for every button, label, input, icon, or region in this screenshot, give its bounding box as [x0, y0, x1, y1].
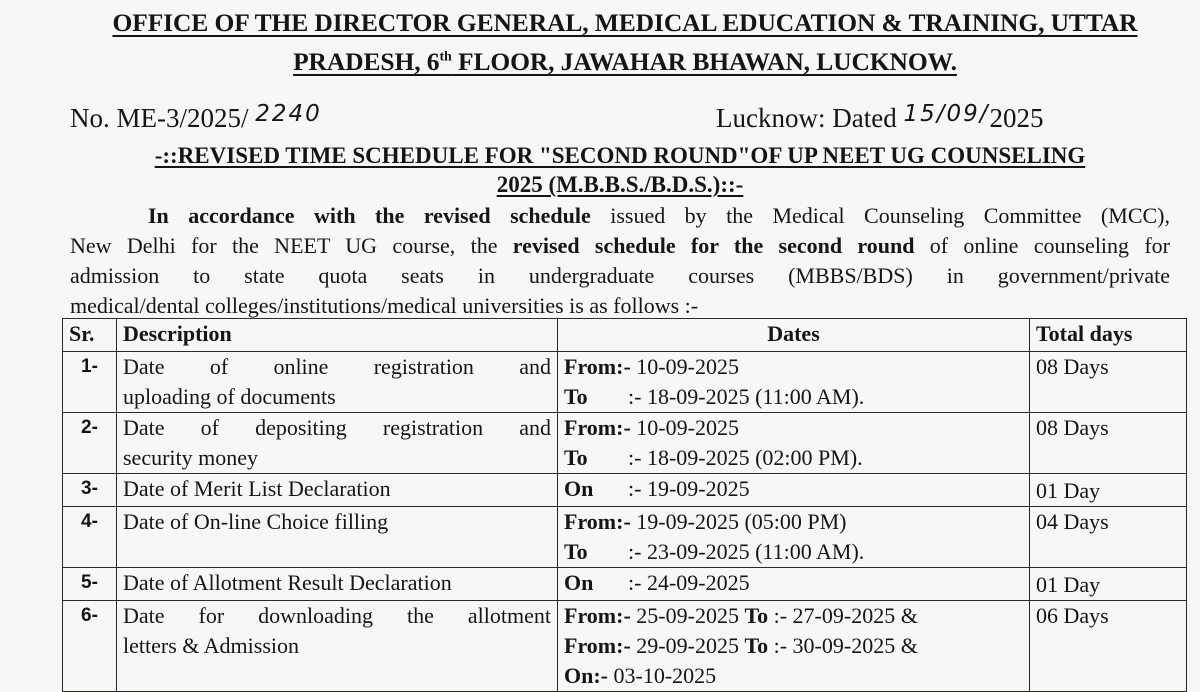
row-description	[117, 601, 558, 692]
row-description-line: security money	[123, 445, 259, 470]
to-date: :- 23-09-2025 (11:00 AM).	[628, 539, 865, 564]
table-row	[63, 507, 1187, 568]
from-date: 10-09-2025	[630, 415, 739, 440]
schedule-table	[62, 318, 1187, 692]
row-sr: 4-	[63, 507, 117, 568]
row-total-days: 01 Day	[1030, 568, 1187, 601]
header-total-days: Total days	[1030, 319, 1187, 352]
to-label: To	[564, 445, 588, 470]
intro-bold-2: revised schedule for the second round	[512, 233, 915, 258]
intro-text-2a: New Delhi for the NEET UG course, the	[70, 233, 513, 258]
letter-number-label: No. ME-3/2025/	[70, 103, 249, 133]
intro-line-3: admission to state quota seats in undergraduate courses (MBBS/BDS) in government/private	[70, 263, 1170, 288]
table-row	[63, 601, 1187, 692]
letter-date-year: 2025	[989, 103, 1044, 133]
row-description	[117, 507, 558, 568]
intro-paragraph	[70, 201, 1170, 321]
office-heading-line-2-rest: FLOOR, JAWAHAR BHAWAN, LUCKNOW.	[451, 46, 957, 76]
on-label: On	[564, 570, 594, 595]
letter-date-label: Lucknow: Dated	[716, 103, 897, 133]
to-label: To	[744, 603, 769, 628]
row-total-days: 08 Days	[1030, 352, 1187, 413]
row-dates	[558, 474, 1030, 507]
header-dates: Dates	[558, 319, 1030, 352]
row-sr: 6-	[63, 601, 117, 692]
from-date: 25-09-2025	[630, 603, 745, 628]
row-description	[117, 413, 558, 474]
row-sr: 3-	[63, 474, 117, 507]
table-row	[63, 474, 1187, 507]
letter-date	[716, 103, 1043, 134]
row-dates	[558, 568, 1030, 601]
row-dates	[558, 601, 1030, 692]
row-description-line: Date of Allotment Result Declaration	[123, 570, 452, 595]
schedule-title	[70, 141, 1170, 199]
row-total-days: 08 Days	[1030, 413, 1187, 474]
letter-date-handwritten: 15/09/	[903, 101, 990, 127]
on-date: :- 24-09-2025	[628, 570, 750, 595]
row-total-days: 01 Day	[1030, 474, 1187, 507]
to-date: :- 18-09-2025 (02:00 PM).	[628, 445, 863, 470]
to-label: To	[564, 384, 588, 409]
intro-text-1: issued by the Medical Counseling Committee (MCC),	[590, 203, 1170, 228]
row-description-line: Date of depositing registration and	[123, 415, 551, 440]
row-dates	[558, 413, 1030, 474]
row-dates	[558, 507, 1030, 568]
row-description-line: uploading of documents	[123, 384, 336, 409]
from-date: 10-09-2025	[630, 354, 739, 379]
intro-line-4: medical/dental colleges/institutions/medical universities is as follows :-	[70, 293, 699, 318]
letter-number-handwritten: 2240	[255, 101, 322, 127]
from-date: 29-09-2025	[630, 633, 745, 658]
intro-bold-1: In accordance with the revised schedule	[148, 203, 591, 228]
from-label: From:-	[564, 415, 631, 440]
office-heading	[60, 6, 1190, 79]
row-sr: 2-	[63, 413, 117, 474]
row-dates	[558, 352, 1030, 413]
office-heading-line-2-text: PRADESH, 6	[293, 46, 440, 76]
table-header-row	[63, 319, 1187, 352]
row-description	[117, 352, 558, 413]
intro-line-1	[70, 201, 1170, 231]
row-description-line: Date of online registration and	[123, 354, 551, 379]
intro-text-2b: of online counseling for	[914, 233, 1170, 258]
to-label: To	[744, 633, 769, 658]
from-label: From:-	[564, 354, 631, 379]
office-heading-line-2	[293, 47, 957, 76]
to-date: :- 18-09-2025 (11:00 AM).	[628, 384, 865, 409]
on-date: :- 19-09-2025	[628, 476, 750, 501]
row-description	[117, 474, 558, 507]
on-label: On	[564, 476, 594, 501]
row-description-line: Date of On-line Choice filling	[123, 509, 389, 534]
to-label: To	[564, 539, 588, 564]
row-description-line: letters & Admission	[123, 633, 299, 658]
on-label: On:-	[564, 663, 608, 688]
intro-line-2	[70, 231, 1170, 261]
to-date: :- 27-09-2025 &	[768, 603, 918, 628]
row-total-days: 04 Days	[1030, 507, 1187, 568]
row-sr: 5-	[63, 568, 117, 601]
letter-number	[70, 103, 322, 134]
header-sr: Sr.	[63, 319, 117, 352]
row-total-days: 06 Days	[1030, 601, 1187, 692]
on-date: 03-10-2025	[608, 663, 717, 688]
to-date: :- 30-09-2025 &	[768, 633, 918, 658]
row-description	[117, 568, 558, 601]
office-heading-line-1: OFFICE OF THE DIRECTOR GENERAL, MEDICAL EDUCATION & TRAINING, UTTAR	[112, 8, 1138, 37]
from-label: From:-	[564, 603, 631, 628]
header-description: Description	[117, 319, 558, 352]
from-label: From:-	[564, 509, 631, 534]
table-row	[63, 413, 1187, 474]
table-row	[63, 568, 1187, 601]
schedule-title-line-2: 2025 (M.B.B.S./B.D.S.)::-	[496, 172, 744, 197]
office-heading-ordinal: th	[439, 49, 452, 64]
table-row	[63, 352, 1187, 413]
from-date: 19-09-2025 (05:00 PM)	[630, 509, 847, 534]
row-sr: 1-	[63, 352, 117, 413]
schedule-title-line-1: -::REVISED TIME SCHEDULE FOR "SECOND ROUND"OF UP NEET UG COUNSELING	[154, 143, 1086, 168]
row-description-line: Date for downloading the allotment	[123, 603, 551, 628]
row-description-line: Date of Merit List Declaration	[123, 476, 391, 501]
from-label: From:-	[564, 633, 631, 658]
